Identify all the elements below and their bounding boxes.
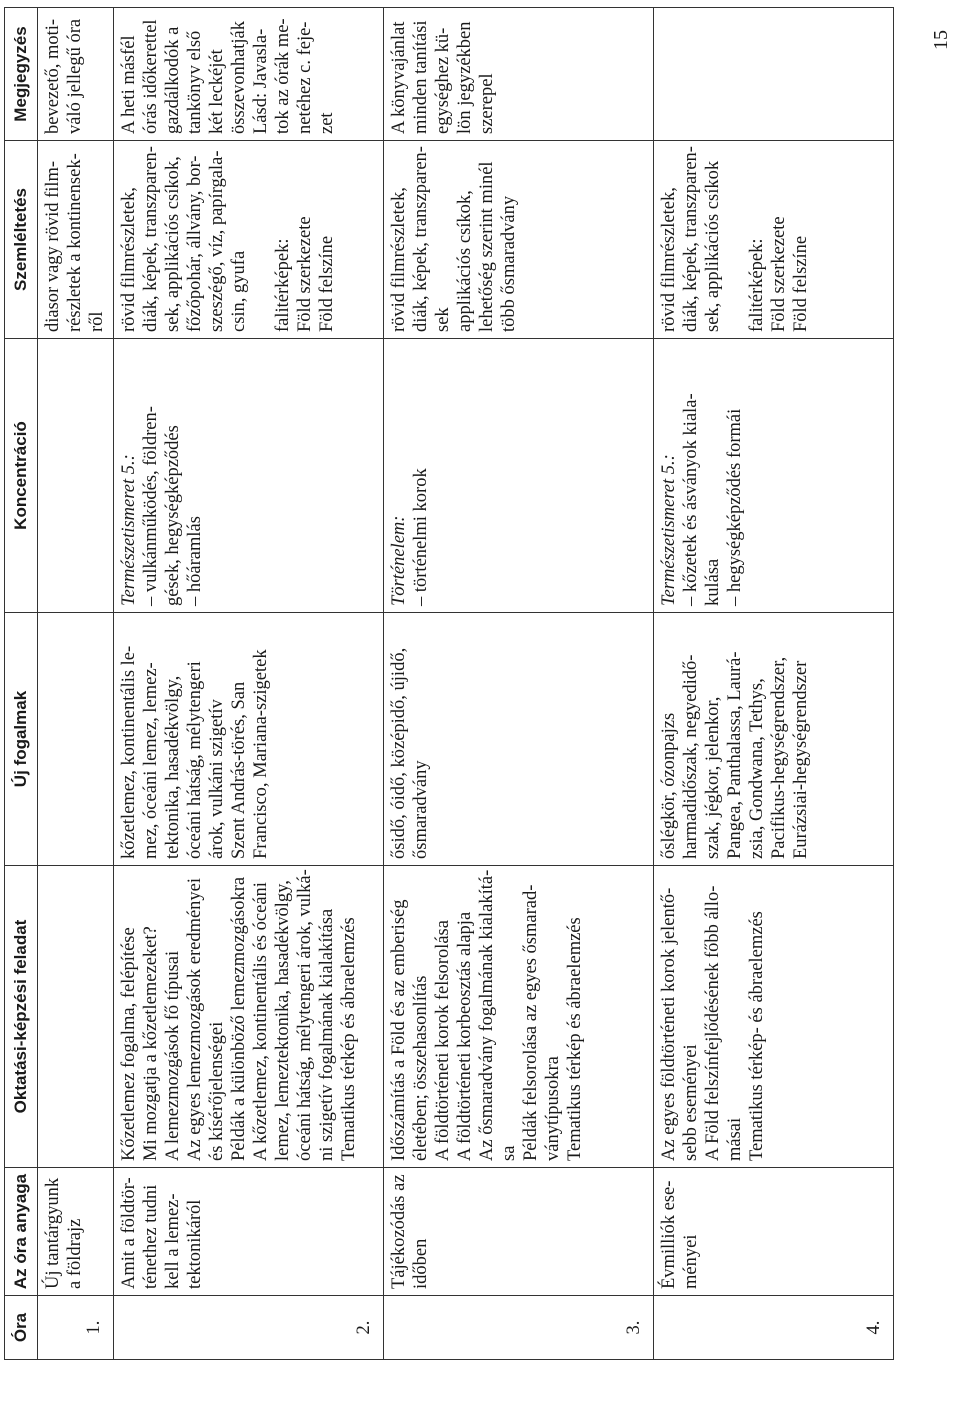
cell-megjegyzes bbox=[654, 8, 894, 141]
text-line: Példák a különböző lemezmozgásokra bbox=[229, 876, 249, 1161]
cell-ora: 3. bbox=[384, 1296, 654, 1360]
cell-ora: 1. bbox=[38, 1296, 114, 1360]
cell-anyag bbox=[114, 1168, 384, 1296]
text-line: Az egyes lemezmozgások eredményei bbox=[185, 877, 205, 1161]
text-line: Pangea, Panthalassa, Laurá- bbox=[725, 651, 745, 859]
text-line: diák, képek, transzparen- bbox=[141, 146, 161, 332]
table-row bbox=[38, 8, 114, 1360]
cell-szemleltetes bbox=[114, 141, 384, 339]
text-line: őslégkör, ózonpajzs bbox=[659, 712, 679, 859]
header-fogalmak: Új fogalmak bbox=[5, 613, 38, 866]
text-line: Tájékozódás az bbox=[389, 1174, 409, 1289]
text-line: applikációs csíkok, bbox=[455, 190, 475, 332]
cell-szemleltetes bbox=[384, 141, 654, 339]
text-line: ről bbox=[87, 311, 107, 332]
cell-fogalmak bbox=[654, 613, 894, 866]
text-line: gések, hegységképződés bbox=[163, 425, 183, 606]
cell-feladat bbox=[384, 866, 654, 1168]
text-line: harmadidőszak, negyedidő- bbox=[681, 654, 701, 859]
cell-megjegyzes bbox=[114, 8, 384, 141]
cell-feladat bbox=[114, 866, 384, 1168]
text-line: ványtípusokra bbox=[543, 1056, 563, 1161]
text-line: zsia, Gondwana, Tethys, bbox=[747, 678, 767, 859]
text-line: szeszégő, víz, papírgala- bbox=[207, 150, 227, 332]
text-line: gazdálkodók a bbox=[163, 26, 183, 134]
text-line: ősidő, óidő, középidő, újidő, bbox=[389, 647, 409, 859]
text-line: részletek a kontinensek- bbox=[65, 153, 85, 332]
text-line: bevezető, moti- bbox=[43, 18, 63, 134]
text-line: – kőzetek és ásványok kiala- bbox=[681, 393, 701, 606]
text-line: tektonika, hasadékvölgy, bbox=[163, 675, 183, 859]
text-line: rövid filmrészletek, bbox=[389, 187, 409, 332]
text-line: óceáni hátság, mélytengeri árok, vulká- bbox=[295, 869, 315, 1161]
text-line: ténethez tudni bbox=[141, 1184, 161, 1289]
header-feladat: Oktatási-képzési feladat bbox=[5, 866, 38, 1168]
text-line: – történelmi korok bbox=[411, 468, 431, 606]
koncentracio-title: Természetismeret 5.: bbox=[659, 454, 679, 606]
table-row bbox=[654, 8, 894, 1360]
text-line: Lásd: Javasla- bbox=[251, 28, 271, 134]
text-line: két leckéjét bbox=[207, 49, 227, 134]
page-number: 15 bbox=[930, 30, 952, 50]
text-line: rövid filmrészletek, bbox=[119, 187, 139, 332]
text-line: kell a lemez- bbox=[163, 1193, 183, 1289]
cell-fogalmak bbox=[384, 613, 654, 866]
cell-feladat bbox=[654, 866, 894, 1168]
cell-fogalmak bbox=[38, 613, 114, 866]
text-line: minden tanítási bbox=[411, 20, 431, 134]
text-line: diasor vagy rövid film- bbox=[43, 160, 63, 332]
text-line: A földtörténeti korok felsorolása bbox=[433, 920, 453, 1161]
cell-fogalmak bbox=[114, 613, 384, 866]
text-line: lehetőség szerint minél bbox=[477, 161, 497, 332]
text-line: tektonikáról bbox=[185, 1199, 205, 1289]
text-line: A földtörténeti korbeosztás alapja bbox=[455, 911, 475, 1161]
cell-koncentracio bbox=[654, 339, 894, 613]
text-line: Kőzetlemez fogalma, felépítése bbox=[119, 927, 139, 1161]
text-line: a földrajz bbox=[65, 1218, 85, 1289]
table-body bbox=[38, 8, 894, 1360]
text-line: ményei bbox=[681, 1234, 701, 1289]
header-megjegyzes: Megjegyzés bbox=[5, 8, 38, 141]
koncentracio-title: Természetismeret 5.: bbox=[119, 454, 139, 606]
text-line: összevonhatják bbox=[229, 20, 249, 134]
lesson-plan-table bbox=[4, 7, 894, 1360]
text-line: Amit a földtör- bbox=[119, 1177, 139, 1289]
cell-megjegyzes bbox=[384, 8, 654, 141]
text-line: Tematikus térkép és ábraelemzés bbox=[565, 917, 585, 1161]
text-line: Eurázsiai-hegységrendszer bbox=[791, 660, 811, 859]
text-line: ősmaradvány bbox=[411, 760, 431, 859]
text-line: tok az órák me- bbox=[273, 18, 293, 134]
cell-megjegyzes bbox=[38, 8, 114, 141]
text-line: szak, jégkor, jelenkor, bbox=[703, 696, 723, 859]
text-line: váló jellegű óra bbox=[65, 18, 85, 134]
text-line: órás időkerettel bbox=[141, 19, 161, 134]
text-line: tankönyv első bbox=[185, 30, 205, 134]
text-line: A kőzetlemez, kontinentális és óceáni bbox=[251, 882, 271, 1161]
text-line: – hőáramlás bbox=[185, 516, 205, 606]
text-line: mez, óceáni lemez, lemez- bbox=[141, 662, 161, 859]
cell-szemleltetes bbox=[654, 141, 894, 339]
text-line: Föld felszíne bbox=[317, 235, 337, 332]
koncentracio-title: Történelem: bbox=[389, 515, 409, 606]
cell-ora: 2. bbox=[114, 1296, 384, 1360]
text-line: ni szigetív fogalmának kialakítása bbox=[317, 908, 337, 1161]
text-line: életében; összehasonlítás bbox=[411, 975, 431, 1161]
cell-ora: 4. bbox=[654, 1296, 894, 1360]
cell-anyag bbox=[654, 1168, 894, 1296]
text-line: időben bbox=[411, 1238, 431, 1289]
text-line: főzőpohár, állvány, bor- bbox=[185, 155, 205, 332]
text-line: sa bbox=[499, 1145, 519, 1161]
text-line: sek, applikációs csíkok, bbox=[163, 156, 183, 332]
text-line: – hegységképződés formái bbox=[725, 408, 745, 606]
text-line: Mi mozgatja a kőzetlemezeket? bbox=[141, 926, 161, 1161]
text-line: Az ősmaradvány fogalmának kialakítá- bbox=[477, 869, 497, 1161]
text-line: kulása bbox=[703, 558, 723, 606]
cell-szemleltetes bbox=[38, 141, 114, 339]
text-line: Időszámítás a Föld és az emberiség bbox=[389, 899, 409, 1161]
cell-koncentracio bbox=[114, 339, 384, 613]
text-line: szerepel bbox=[477, 73, 497, 134]
text-line: Az egyes földtörténeti korok jelentő- bbox=[659, 887, 679, 1161]
text-line: – vulkánműködés, földren- bbox=[141, 406, 161, 606]
table-row bbox=[114, 8, 384, 1360]
cell-koncentracio bbox=[384, 339, 654, 613]
text-line: netéhez c. feje- bbox=[295, 21, 315, 134]
text-line: óceáni hátság, mélytengeri bbox=[185, 661, 205, 859]
text-line: A könyvajánlat bbox=[389, 21, 409, 134]
text-line: Föld felszíne bbox=[791, 235, 811, 332]
text-line: Pacifikus-hegységrendszer, bbox=[769, 656, 789, 859]
header-row bbox=[5, 8, 38, 1360]
text-line: másai bbox=[725, 1117, 745, 1161]
text-line: falitérképek: bbox=[273, 238, 293, 332]
table-row bbox=[384, 8, 654, 1360]
text-line: egységhez kü- bbox=[433, 27, 453, 134]
cell-anyag bbox=[384, 1168, 654, 1296]
text-line: diák, képek, transzparen- bbox=[681, 146, 701, 332]
cell-koncentracio bbox=[38, 339, 114, 613]
cell-anyag bbox=[38, 1168, 114, 1296]
text-line: falitérképek: bbox=[747, 238, 767, 332]
text-line: Évmilliók ese- bbox=[659, 1180, 679, 1289]
text-line: Szent András-törés, San bbox=[229, 681, 249, 859]
text-line: lön jegyzékben bbox=[455, 21, 475, 134]
text-line: sebb eseményei bbox=[681, 1044, 701, 1161]
text-line: Tematikus térkép és ábraelemzés bbox=[339, 917, 359, 1161]
text-line: A heti másfél bbox=[119, 35, 139, 134]
header-anyag: Az óra anyaga bbox=[5, 1168, 38, 1296]
text-line: zet bbox=[317, 112, 337, 134]
text-line: Francisco, Mariana-szigetek bbox=[251, 649, 271, 859]
text-line: és kísérőjelenségei bbox=[207, 1021, 227, 1161]
text-line: diák, képek, transzparen- bbox=[411, 146, 431, 332]
text-line: sek bbox=[433, 307, 453, 332]
text-line: sek, applikációs csíkok bbox=[703, 160, 723, 332]
spacer bbox=[724, 147, 746, 332]
header-szemleltetes: Szemléltetés bbox=[5, 141, 38, 339]
text-line: rövid filmrészletek, bbox=[659, 187, 679, 332]
text-line: kőzetlemez, kontinentális le- bbox=[119, 645, 139, 859]
text-line: csin, gyufa bbox=[229, 250, 249, 332]
text-line: lemez, lemeztektonika, hasadékvölgy, bbox=[273, 880, 293, 1161]
text-line: Új tantárgyunk bbox=[43, 1177, 63, 1289]
text-line: A Föld felszínfejlődésének főbb állo- bbox=[703, 885, 723, 1161]
text-line: Tematikus térkép- és ábraelemzés bbox=[747, 911, 767, 1161]
spacer bbox=[250, 147, 272, 332]
text-line: Föld szerkezete bbox=[295, 216, 315, 332]
text-line: A lemezmozgások fő típusai bbox=[163, 950, 183, 1161]
text-line: több ősmaradvány bbox=[499, 195, 519, 332]
header-koncentracio: Koncentráció bbox=[5, 339, 38, 613]
text-line: árok, vulkáni szigetív bbox=[207, 699, 227, 859]
cell-feladat bbox=[38, 866, 114, 1168]
text-line: Példák felsorolása az egyes ősmarad- bbox=[521, 884, 541, 1161]
header-ora: Óra bbox=[5, 1296, 38, 1360]
text-line: Föld szerkezete bbox=[769, 216, 789, 332]
